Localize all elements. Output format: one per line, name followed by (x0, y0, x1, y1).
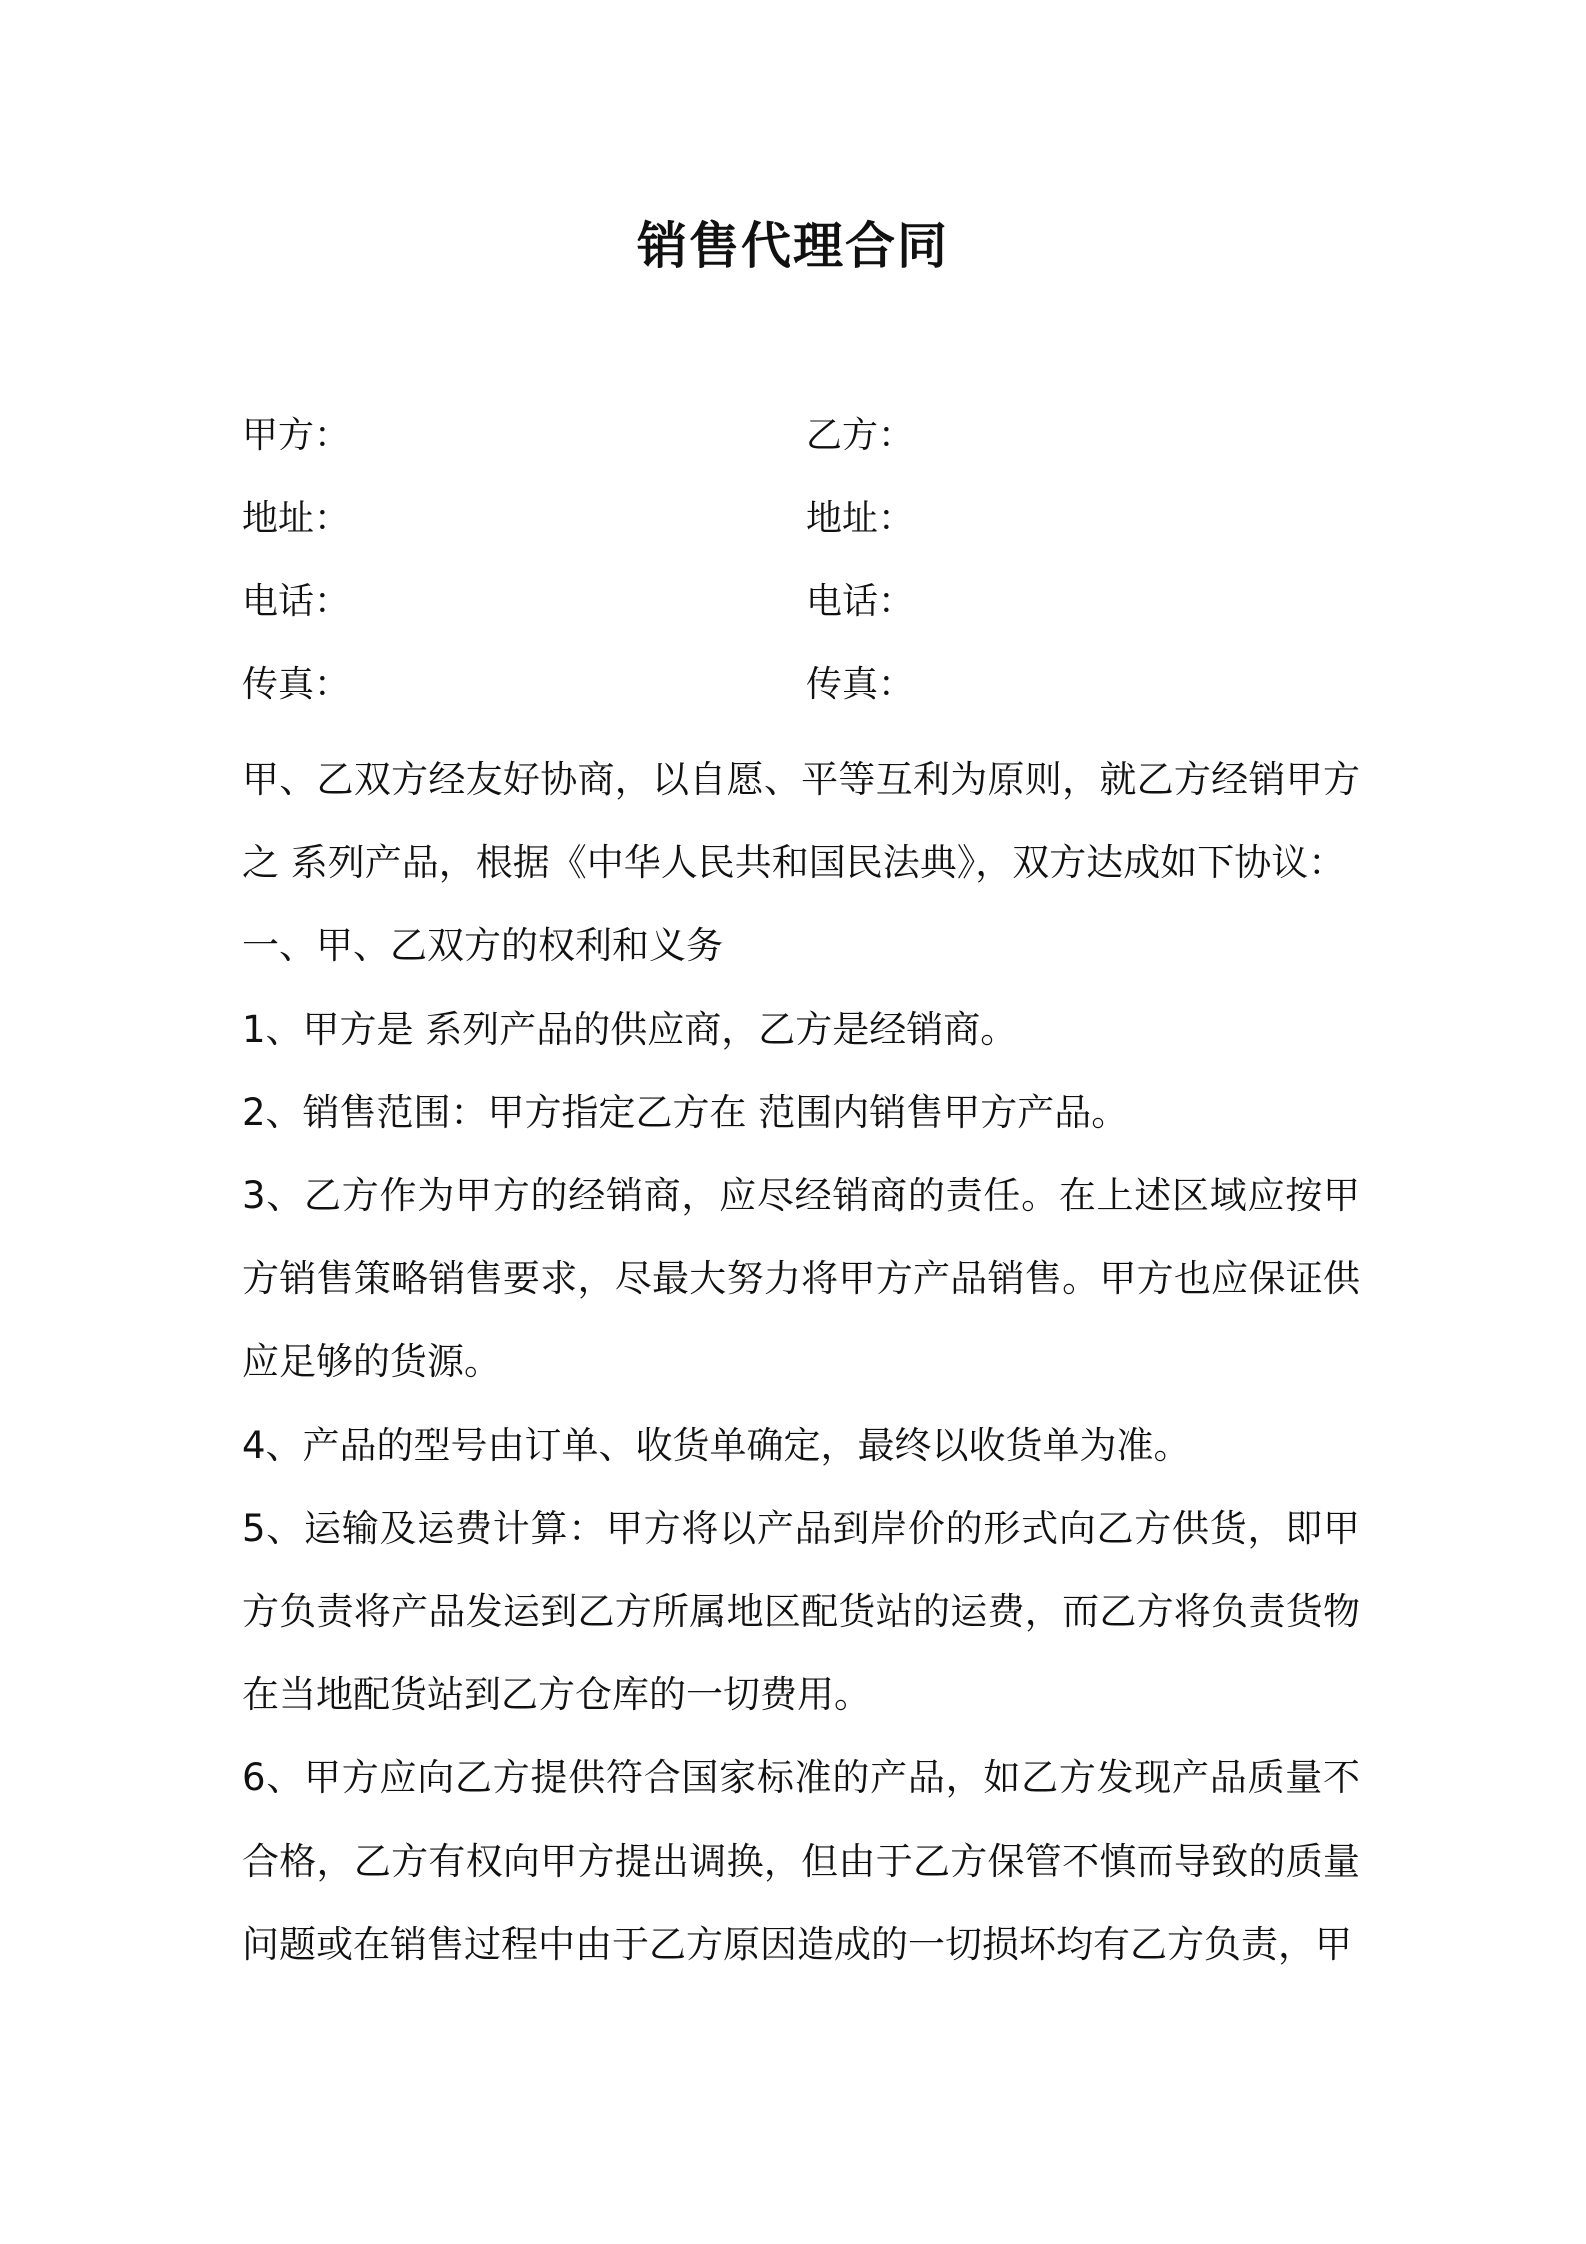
party-a-address-label: 地址： (242, 498, 351, 539)
document-title: 销售代理合同 (637, 217, 949, 275)
party-b-phone-label: 电话： (806, 581, 915, 622)
clause-2: 2、销售范围：甲方指定乙方在 范围内销售甲方产品。 (242, 1090, 1129, 1134)
party-b-name-label: 乙方： (806, 415, 915, 456)
clause-3: 3、乙方作为甲方的经销商，应尽经销商的责任。在上述区域应按甲方销售策略销售要求，尽最大努力将甲方产品销售。甲方也应保证供应足够的货源。 (242, 1174, 1360, 1384)
party-a-fax-label: 传真： (242, 664, 351, 705)
party-address-row (242, 489, 1352, 549)
party-a-name-label: 甲方： (242, 415, 351, 456)
party-name-row (242, 406, 1352, 466)
section-heading: 一、甲、乙双方的权利和义务 (242, 924, 723, 968)
party-fax-row (242, 655, 1352, 715)
clause-6: 6、甲方应向乙方提供符合国家标准的产品，如乙方发现产品质量不合格，乙方有权向甲方提出调换，但由于乙方保管不慎而导致的质量问题或在销售过程中由于乙方原因造成的一切损坏均有乙方负责，甲 (242, 1756, 1360, 1966)
clause-1: 1、甲方是 系列产品的供应商，乙方是经销商。 (242, 1007, 1018, 1051)
party-phone-row (242, 572, 1352, 632)
clause-5: 5、运输及运费计算：甲方将以产品到岸价的形式向乙方供货，即甲方负责将产品发运到乙方所属地区配货站的运费，而乙方将负责货物在当地配货站到乙方仓库的一切费用。 (242, 1506, 1360, 1717)
clause-4: 4、产品的型号由订单、收货单确定，最终以收货单为准。 (242, 1423, 1191, 1467)
party-b-address-label: 地址： (806, 498, 915, 539)
party-b-fax-label: 传真： (806, 664, 915, 705)
party-a-phone-label: 电话： (242, 581, 351, 622)
preamble-paragraph: 甲、乙双方经友好协商，以自愿、平等互利为原则，就乙方经销甲方之 系列产品，根据《中华人民共和国民法典》，双方达成如下协议： (242, 758, 1360, 885)
contract-body (242, 738, 1360, 1986)
